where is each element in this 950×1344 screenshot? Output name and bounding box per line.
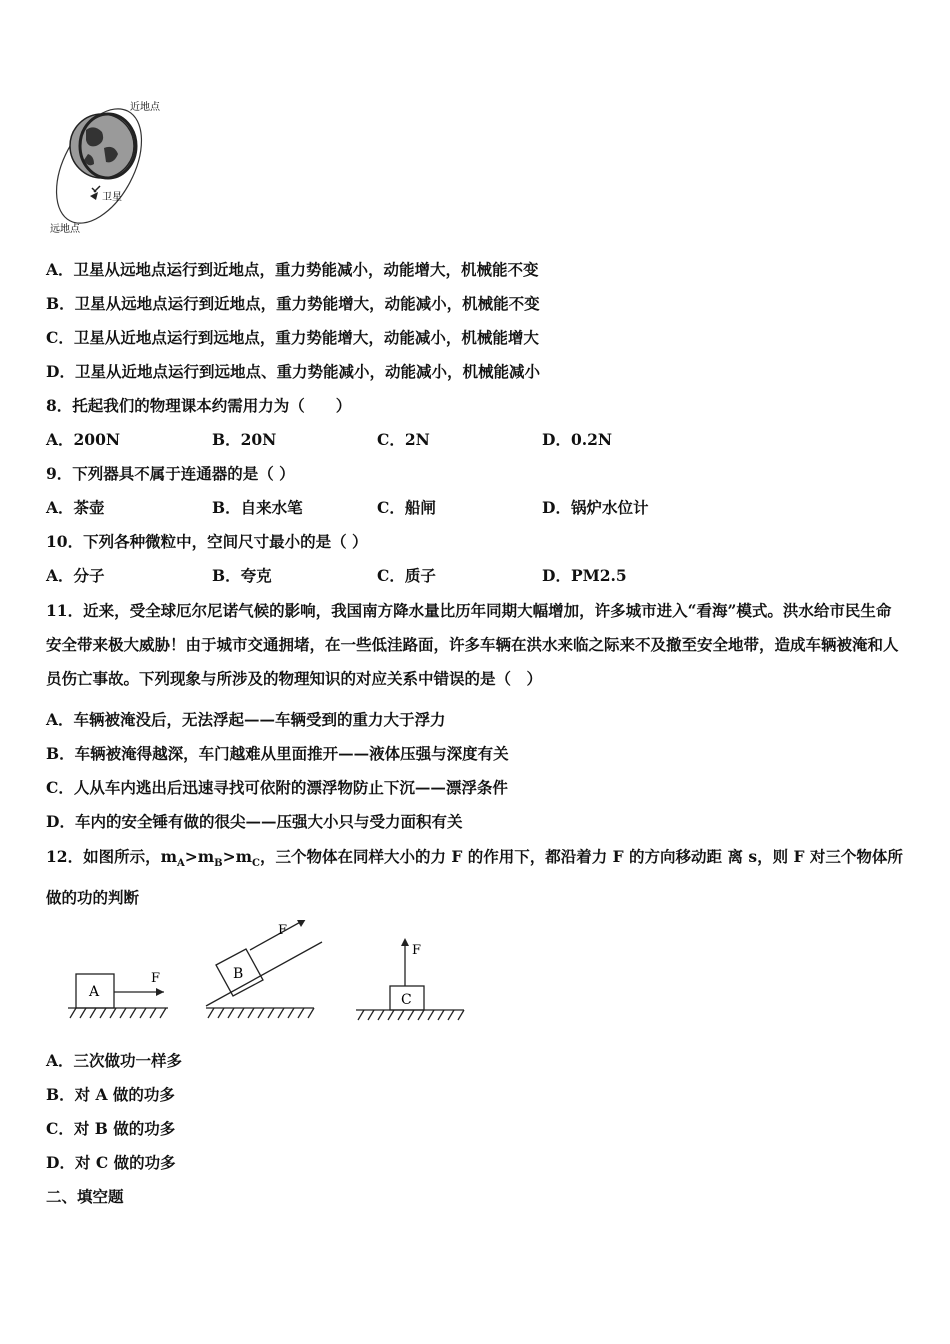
q7-option-b: B．卫星从远地点运行到近地点，重力势能增大，动能减小，机械能不变 (46, 294, 540, 313)
arrowhead-c (401, 938, 409, 946)
force-b-label: F (278, 923, 288, 938)
q12-option-c: C．对 B 做的功多 (46, 1119, 176, 1138)
q8-option-a: A．200N (46, 430, 121, 449)
q11-option-b: B．车辆被淹得越深，车门越难从里面推开——液体压强与深度有关 (46, 744, 509, 763)
block-c-label: C (401, 992, 412, 1008)
satellite-icon (92, 186, 100, 192)
force-diagram-figure (60, 920, 480, 1030)
section-title: 二、填空题 (46, 1187, 124, 1206)
arrowhead-a (156, 988, 164, 996)
block-b-label: B (233, 966, 244, 982)
q12-option-a: A．三次做功一样多 (46, 1051, 183, 1070)
ground-b-hatch (208, 1008, 314, 1018)
force-arrow-b (250, 920, 304, 950)
q9-option-b: B．自来水笔 (212, 498, 303, 517)
q8-stem: 8．托起我们的物理课本约需用力为（ ） (46, 396, 352, 415)
q7-option-d: D．卫星从近地点运行到远地点、重力势能减小，动能减小，机械能减小 (46, 362, 540, 381)
q7-option-a: A．卫星从远地点运行到近地点，重力势能减小，动能增大，机械能不变 (46, 260, 539, 279)
block-a-label: A (89, 984, 100, 1000)
q9-option-a: A．茶壶 (46, 498, 105, 517)
orbit-arrow (90, 192, 98, 200)
q8-option-c: C．2N (377, 430, 430, 449)
q11-option-a: A．车辆被淹没后，无法浮起——车辆受到的重力大于浮力 (46, 710, 446, 729)
q7-option-c: C．卫星从近地点运行到远地点，重力势能增大，动能减小，机械能增大 (46, 328, 539, 347)
q8-option-b: B．20N (212, 430, 277, 449)
satellite-label: 卫星 (102, 192, 122, 203)
q9-option-d: D．锅炉水位计 (542, 498, 649, 517)
apogee-label: 远地点 (50, 224, 80, 235)
q9-option-c: C．船闸 (377, 498, 436, 517)
force-a-label: F (151, 971, 161, 986)
satellite-orbit-figure (44, 96, 184, 236)
perigee-label: 近地点 (130, 102, 160, 113)
q11-option-c: C．人从车内逃出后迅速寻找可依附的漂浮物防止下沉——漂浮条件 (46, 778, 508, 797)
q10-option-b: B．夸克 (212, 566, 272, 585)
q10-option-a: A．分子 (46, 566, 105, 585)
q9-stem: 9．下列器具不属于连通器的是（ ） (46, 464, 295, 483)
q10-option-c: C．质子 (377, 566, 436, 585)
q10-option-d: D．PM2.5 (542, 566, 627, 585)
q11-option-d: D．车内的安全锤有做的很尖——压强大小只与受力面积有关 (46, 812, 463, 831)
q10-stem: 10．下列各种微粒中，空间尺寸最小的是（ ） (46, 532, 368, 551)
ground-c-hatch (358, 1010, 464, 1020)
ground-a-hatch (70, 1008, 166, 1018)
q8-option-d: D．0.2N (542, 430, 613, 449)
force-c-label: F (412, 943, 422, 958)
q12-stem: 12．如图所示，$m_A>m_B>m_C$，三个物体在同样大小的力 F 的作用下，都沿着力 F 的方向移动距 离 s，则 F 对三个物体所做的功的判断 (46, 847, 903, 908)
q12-option-b: B．对 A 做的功多 (46, 1085, 175, 1104)
q12-option-d: D．对 C 做的功多 (46, 1153, 176, 1172)
q11-stem: 11．近来，受全球厄尔尼诺气候的影响，我国南方降水量比历年同期大幅增加，许多城市进入“看海”模式。洪水给市民生命安全带来极大威胁！由于城市交通拥堵，在一些低洼路面，许多车辆在洪水来临之际来不及撤至安全地带，造成车辆被淹和人员伤亡事故。下列现象与所涉及的物理知识的对应关系中错误的是（ ） (46, 601, 899, 688)
incline-b (206, 942, 322, 1006)
